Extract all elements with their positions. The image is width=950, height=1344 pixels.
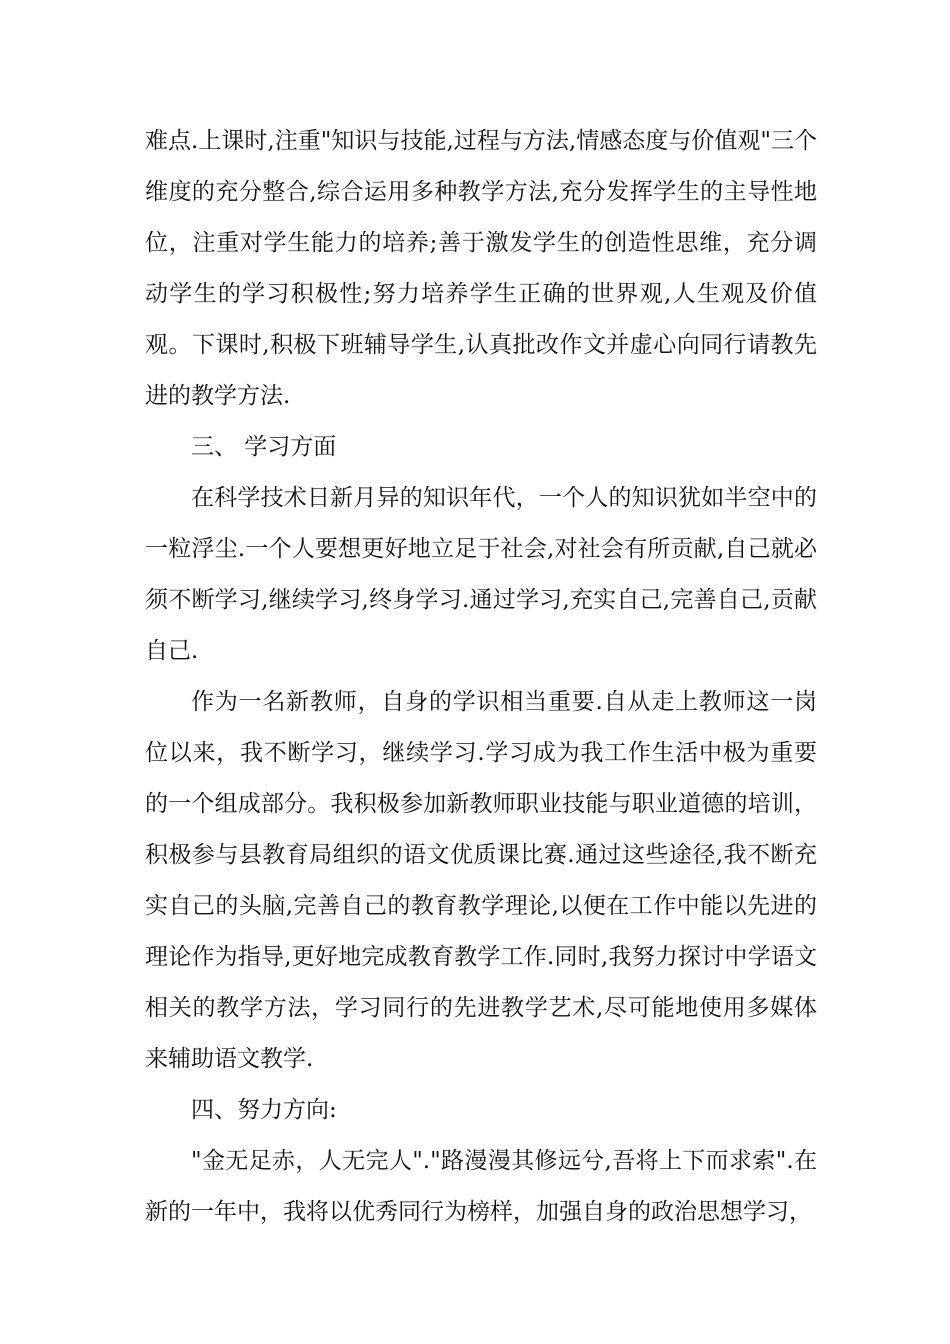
paragraph-teaching-methods: 难点.上课时,注重"知识与技能,过程与方法,情感态度与价值观"三个维度的充分整合,综合运用多种教学方法,充分发挥学生的主导性地位，注重对学生能力的培养;善于激发学生的创造性思维，充分调动学生的学习积极性;努力培养学生正确的世界观,人生观及价值观。下课时,积极下班辅导学生,认真批改作文并虚心向同行请教先进的教学方法. <box>145 128 817 409</box>
document-body <box>145 116 817 1238</box>
paragraph-study-importance: 在科学技术日新月异的知识年代，一个人的知识犹如半空中的一粒浮尘.一个人要想更好地立足于社会,对社会有所贡献,自己就必须不断学习,继续学习,终身学习.通过学习,充实自己,完善自己,贡献自己. <box>145 485 817 664</box>
paragraph-direction: "金无足赤，人无完人"."路漫漫其修远兮,吾将上下而求索".在新的一年中，我将以优秀同行为榜样，加强自身的政治思想学习， <box>145 1148 817 1225</box>
section-heading-direction: 四、努力方向: <box>191 1097 337 1123</box>
paragraph-new-teacher-study: 作为一名新教师，自身的学识相当重要.自从走上教师这一岗位以来，我不断学习，继续学习.学习成为我工作生活中极为重要的一个组成部分。我积极参加新教师职业技能与职业道德的培训，积极参与县教育局组织的语文优质课比赛.通过这些途径,我不断充实自己的头脑,完善自己的教育教学理论,以便在工作中能以先进的理论作为指导,更好地完成教育教学工作.同时,我努力探讨中学语文相关的教学方法，学习同行的先进教学艺术,尽可能地使用多媒体来辅助语文教学. <box>145 689 817 1072</box>
section-heading-study: 三、 学习方面 <box>191 434 337 460</box>
